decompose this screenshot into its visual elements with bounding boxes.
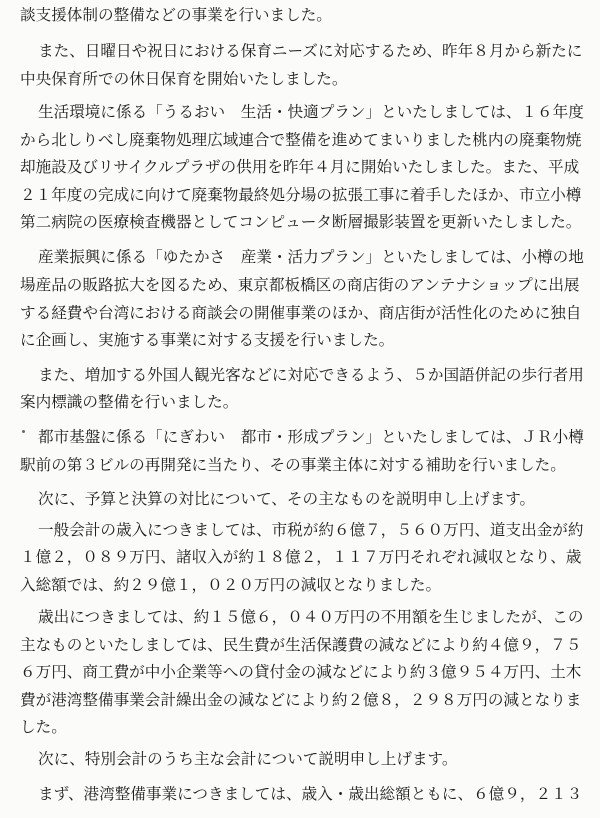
scan-speck	[22, 430, 25, 433]
paragraph-start-line: 都市基盤に係る「にぎわい 都市・形成プラン」といたしましては、ＪＲ小樽	[38, 428, 584, 446]
paragraph-start-line: 次に、予算と決算の対比について、その主なものを説明申し上げます。	[38, 490, 536, 508]
paragraph-start-line: 産業振興に係る「ゆたかさ 産業・活力プラン」といたしましては、小樽の地	[38, 248, 584, 266]
text-line: 談支援体制の整備などの事業を行いました。	[20, 6, 332, 24]
text-line: 主なものといたしましては、民生費が生活保護費の減などにより約４億９，７５	[20, 636, 582, 654]
text-line: 駅前の第３ビルの再開発に当たり、その事業主体に対する補助を行いました。	[20, 456, 566, 474]
text-line: 入総額では、約２９億１，０２０万円の減収となりました。	[20, 576, 442, 594]
text-line: ２１年度の完成に向けて廃棄物最終処分場の拡張工事に着手したほか、市立小樽	[20, 186, 582, 204]
paragraph-start-line: 次に、特別会計のうち主な会計について説明申し上げます。	[38, 750, 458, 768]
text-line: ６万円、商工費が中小企業等への貸付金の減などにより約３億９５４万円、土木	[20, 663, 582, 681]
paragraph-start-line: 一般会計の歳入につきましては、市税が約６億７，５６０万円、道支出金が約	[38, 521, 584, 539]
text-line: 却施設及びリサイクルプラザの供用を昨年４月に開始いたしました。また、平成	[20, 158, 580, 176]
paragraph-start-line: まず、港湾整備事業につきましては、歳入・歳出総額ともに、６億９，２１３	[38, 785, 583, 803]
text-line: １億２，０８９万円、諸収入が約１８億２，１１７万円それぞれ減収となり、歳	[20, 548, 582, 566]
text-line: に企画し、実施する事業に対する支援を行いました。	[20, 331, 395, 349]
text-line: から北しりべし廃棄物処理広域連合で整備を進めてまいりました桃内の廃棄物焼	[20, 131, 582, 149]
text-line: 第二病院の医療検査機器としてコンピュータ断層撮影装置を更新いたしました。	[20, 213, 582, 231]
paragraph-start-line: 生活環境に係る「うるおい 生活・快適プラン」といたしましては、１６年度	[38, 103, 584, 121]
text-line: する経費や台湾における商談会の開催事業のほか、商店街が活性化のために独自	[20, 304, 582, 322]
text-line: 費が港湾整備事業会計繰出金の減などにより約２億８，２９８万円の減となりま	[20, 691, 582, 709]
paragraph-start-line: 歳出につきましては、約１５億６，０４０万円の不用額を生じましたが、この	[38, 608, 584, 626]
text-line: 案内標識の整備を行いました。	[20, 393, 239, 411]
text-line: 中央保育所での休日保育を開始いたしました。	[20, 70, 348, 88]
text-line: 場産品の販路拡大を図るため、東京都板橋区の商店街のアンテナショップに出展	[20, 276, 580, 294]
text-line: した。	[20, 718, 67, 736]
paragraph-start-line: また、日曜日や祝日における保育ニーズに対応するため、昨年８月から新たに	[38, 42, 583, 60]
paragraph-start-line: また、増加する外国人観光客などに対応できるよう、５か国語併記の歩行者用	[38, 366, 584, 384]
